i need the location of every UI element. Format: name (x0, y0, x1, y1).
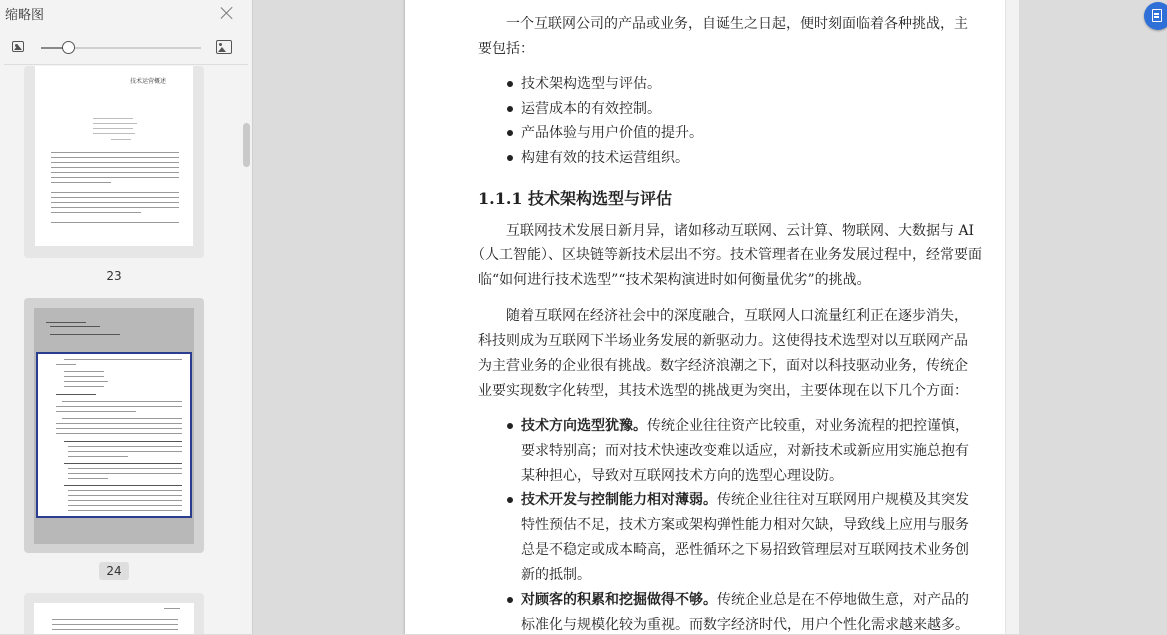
image-large-icon[interactable] (216, 40, 232, 54)
thumbnail-page-next[interactable] (24, 593, 204, 634)
intro-paragraph-line: 要包括： (478, 41, 534, 57)
section-title: 技术架构选型与评估 (528, 189, 673, 208)
point-line: 特性预估不足，技术方案或架构弹性能力相对欠缺，导致线上应用与服务 (521, 517, 969, 533)
bullet-dot (507, 130, 513, 136)
bullet-dot (507, 106, 513, 112)
paragraph-line: （人工智能）、区块链等新技术层出不穷。技术管理者在业务发展过程中，经常要面 (471, 247, 982, 263)
thumbnail-zoom-slider[interactable] (41, 47, 201, 49)
paragraph-line: 随着互联网在经济社会中的深度融合，互联网人口流量红利正在逐步消失， (506, 308, 968, 324)
panel-divider (4, 64, 248, 65)
point-bold-lead: 对顾客的积累和挖掘做得不够。 (521, 592, 717, 608)
bullet-dot (507, 423, 513, 429)
paragraph-line: 互联网技术发展日新月异，诸如移动互联网、云计算、物联网、大数据与 AI (506, 223, 975, 239)
point-first-line (521, 416, 969, 436)
paragraph-line: 临“如何进行技术选型”“技术架构演进时如何衡量优劣”的挑战。 (478, 272, 871, 288)
bullet-item: 技术架构选型与评估。 (521, 76, 661, 92)
thumbnail-heading: 技术运营概述 (130, 78, 167, 85)
bullet-dot (507, 155, 513, 161)
point-line: 标准化与规模化较为重视。而数字经济时代，用户个性化需求越来越多。 (521, 617, 969, 633)
point-text: 传统企业总是在不停地做生意，对产品的 (717, 592, 969, 608)
point-line: 总是不稳定或成本畸高，恶性循环之下易招致管理层对互联网技术业务创 (521, 542, 969, 558)
bullet-item: 产品体验与用户价值的提升。 (521, 125, 703, 141)
point-bold-lead: 技术开发与控制能力相对薄弱。 (521, 492, 717, 508)
paragraph-line: 科技则成为互联网下半场业务发展的新驱动力。这使得技术选型对以互联网产品 (478, 333, 968, 349)
thumbnail-page-number: 24 (99, 562, 129, 580)
point-text: 传统企业往往资产比较重，对业务流程的把控谨慎， (647, 418, 969, 434)
zoom-slider-handle[interactable] (62, 41, 75, 54)
page-edge (1005, 0, 1019, 634)
thumbnail-scrollbar[interactable] (243, 123, 250, 167)
point-bold-lead: 技术方向选型犹豫。 (521, 418, 647, 434)
thumbnail-page-image (34, 603, 194, 634)
point-line: 要求特别高；而对技术快速改变难以适应，对新技术或新应用实施总抱有 (521, 443, 969, 459)
document-assist-icon[interactable] (1144, 2, 1167, 30)
intro-paragraph-line: 一个互联网公司的产品或业务，自诞生之日起，便时刻面临着各种挑战，主 (506, 16, 968, 32)
paragraph-line: 业要实现数字化转型，其技术选型的挑战更为突出，主要体现在以下几个方面： (478, 383, 968, 399)
image-small-icon[interactable] (12, 41, 24, 52)
bullet-dot (507, 497, 513, 503)
thumbnail-page-23[interactable] (24, 66, 204, 258)
thumbnail-viewport-frame[interactable] (36, 352, 192, 518)
bullet-dot (507, 81, 513, 87)
bullet-item: 构建有效的技术运营组织。 (521, 150, 689, 166)
bullet-item: 运营成本的有效控制。 (521, 101, 661, 117)
thumbnail-page-image (34, 308, 194, 544)
point-text: 传统企业往往对互联网用户规模及其突发 (717, 492, 969, 508)
thumbnail-panel (0, 0, 253, 634)
thumbnail-page-number: 23 (106, 269, 122, 283)
point-first-line (521, 590, 969, 610)
point-line: 某种担心，导致对互联网技术方向的选型心理设防。 (521, 468, 843, 484)
paragraph-line: 为主营业务的企业很有挑战。数字经济浪潮之下，面对以科技驱动业务，传统企 (478, 358, 968, 374)
thumbnail-page-image (35, 66, 193, 246)
section-number: 1.1.1 (478, 189, 523, 208)
point-first-line (521, 490, 969, 510)
bullet-dot (507, 597, 513, 603)
close-icon[interactable] (219, 5, 235, 21)
point-line: 新的抵制。 (521, 567, 591, 583)
thumbnail-page-24[interactable] (24, 298, 204, 553)
panel-title: 缩略图 (5, 8, 45, 23)
